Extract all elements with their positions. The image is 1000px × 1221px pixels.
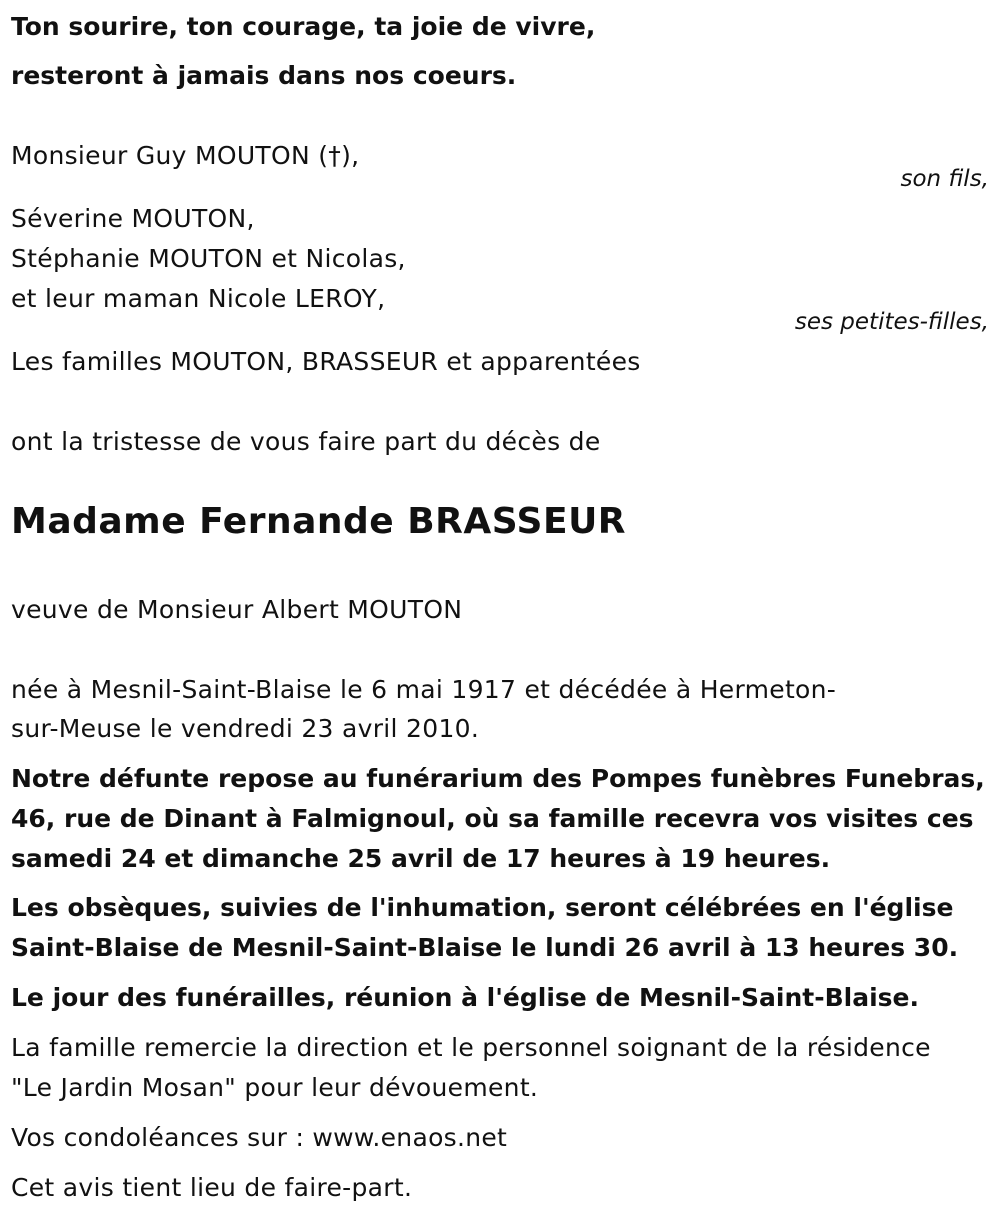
birth-death-line-1: née à Mesnil-Saint-Blaise le 6 mai 1917 et décédée à Hermeton- bbox=[11, 675, 837, 704]
announcement: ont la tristesse de vous faire part du décès de bbox=[11, 427, 601, 456]
notice: Cet avis tient lieu de faire-part. bbox=[11, 1173, 413, 1202]
visitation-line-1: Notre défunte repose au funérarium des Pompes funèbres Funebras, bbox=[11, 764, 985, 793]
condolences: Vos condoléances sur : www.enaos.net bbox=[11, 1123, 508, 1152]
granddaughter-2: Stéphanie MOUTON et Nicolas, bbox=[11, 244, 406, 273]
deceased-name: Madame Fernande BRASSEUR bbox=[11, 501, 627, 542]
granddaughters-role: ses petites-filles, bbox=[794, 309, 989, 335]
thanks-line-1: La famille remercie la direction et le personnel soignant de la résidence bbox=[11, 1033, 931, 1062]
funeral-line-2: Saint-Blaise de Mesnil-Saint-Blaise le lundi 26 avril à 13 heures 30. bbox=[11, 933, 959, 962]
funeral-meeting: Le jour des funérailles, réunion à l'église de Mesnil-Saint-Blaise. bbox=[11, 983, 919, 1012]
visitation-line-2: 46, rue de Dinant à Falmignoul, où sa famille recevra vos visites ces bbox=[11, 804, 974, 833]
thanks-line-2: "Le Jardin Mosan" pour leur dévouement. bbox=[11, 1073, 539, 1102]
mother-name: et leur maman Nicole LEROY, bbox=[11, 284, 386, 313]
granddaughter-1: Séverine MOUTON, bbox=[11, 204, 255, 233]
funeral-line-1: Les obsèques, suivies de l'inhumation, seront célébrées en l'église bbox=[11, 893, 954, 922]
epitaph-line-1: Ton sourire, ton courage, ta joie de vivre, bbox=[11, 12, 596, 41]
birth-death-line-2: sur-Meuse le vendredi 23 avril 2010. bbox=[11, 714, 480, 743]
families-line: Les familles MOUTON, BRASSEUR et apparentées bbox=[11, 347, 641, 376]
epitaph-line-2: resteront à jamais dans nos coeurs. bbox=[11, 61, 517, 90]
widow-of: veuve de Monsieur Albert MOUTON bbox=[11, 595, 463, 624]
visitation-line-3: samedi 24 et dimanche 25 avril de 17 heures à 19 heures. bbox=[11, 844, 831, 873]
son-role: son fils, bbox=[900, 166, 989, 192]
son-name: Monsieur Guy MOUTON (†), bbox=[11, 141, 360, 170]
